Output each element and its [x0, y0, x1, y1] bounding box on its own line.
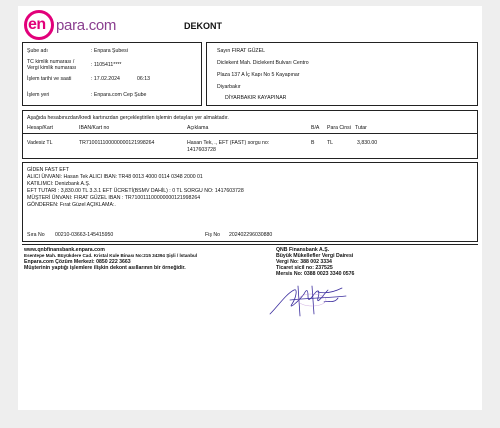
detail-line-5: MÜŞTERİ ÜNVANI: FIRAT GÜZEL IBAN : TR710011100000000121998264: [27, 195, 201, 201]
header-amount: Tutar: [355, 125, 367, 131]
detail-line-3: KATILIMCI: Denizbank A.Ş.: [27, 181, 91, 187]
footer-note: Müşterinin yaptığı işlemlere ilişkin dekont asıllarının bir örneğidir.: [24, 265, 186, 271]
address-line-3: Diyarbakır: [217, 84, 241, 90]
row-amount: 3,830.00: [357, 140, 378, 146]
date-value: : 17.02.2024: [91, 76, 120, 82]
header-ba: B/A: [311, 125, 320, 131]
time-value: 06:13: [137, 76, 150, 82]
transactions-intro: Aşağıda hesabınızdan/kredi kartınızdan gerçekleştirilen işlemin detayları yer almaktadır.: [27, 115, 229, 121]
header-account: Hesap/Kart: [27, 125, 53, 131]
details-box: [22, 162, 478, 242]
location-label: İşlem yeri: [27, 92, 50, 98]
bank-name: QNB Finansbank A.Ş.: [276, 247, 330, 253]
header-divider: [23, 133, 477, 134]
header-currency: Para Cinsi: [327, 125, 351, 131]
vkn-label: Vergi kimlik numarası: [27, 65, 77, 71]
row-currency: TL: [327, 140, 334, 146]
detail-line-2: ALICI ÜNVANI: Hasan Tek ALICI IBAN: TR48 0013 4000 0114 0348 2000 01: [27, 174, 203, 180]
row-iban: TR710011100000000121998264: [79, 140, 155, 146]
logo-rest-text: para.com: [56, 17, 117, 34]
customer-address-box: [206, 42, 478, 106]
datetime-label: İşlem tarihi ve saati: [27, 76, 72, 82]
transactions-box: [22, 110, 478, 159]
dekont-page: [18, 6, 482, 410]
sira-no-value: 00210-03663-145415950: [55, 232, 114, 238]
branch-label: Şube adı: [27, 48, 48, 54]
footer-support: Enpara.com Çözüm Merkezi: 0850 222 3663: [24, 259, 131, 265]
detail-line-1: GİDEN FAST EFT: [27, 167, 69, 173]
footer-address: Esentepe Mah. Büyükdere Cad. Kristal Kule Binası No:215 34394 Şişli / İstanbul: [24, 253, 198, 258]
location-value: : Enpara.com Cep Şube: [91, 92, 147, 98]
logo-en-text: en: [28, 16, 46, 33]
tax-office: Büyük Mükellefler Vergi Dairesi: [276, 253, 354, 259]
footer-website: www.qnbfinansbank.enpara.com: [24, 247, 105, 253]
address-line-1: Diclekent Mah. Diclekent Bulvarı Centro: [217, 60, 309, 66]
detail-line-4: EFT TUTARI : 3,830.00 TL 3.3.1 EFT ÜCRETİ(BSMV DAHİL) : 0 TL SORGU NO: 1417603728: [27, 188, 244, 194]
row-description-2: 1417603728: [187, 147, 216, 153]
account-info-box: [22, 42, 202, 106]
page-title: DEKONT: [184, 21, 222, 31]
header-description: Açıklama: [187, 125, 209, 131]
tax-number: Vergi No: 388 002 3334: [276, 259, 332, 265]
tckn-value: : 1105411****: [91, 62, 122, 68]
sira-no-label: Sıra No: [27, 232, 45, 238]
row-ba: B: [311, 140, 315, 146]
mersis-number: Mersis No: 0388 0023 3340 0576: [276, 271, 355, 277]
detail-line-6: GÖNDEREN: Fırat Güzel AÇIKLAMA:.: [27, 202, 116, 208]
signature-stamp: [268, 284, 358, 320]
address-line-2: Plaza 137 A İç Kapı No 5 Kayapınar: [217, 72, 300, 78]
tckn-label: TC kimlik numarası /: [27, 59, 75, 65]
trade-registry: Ticaret sicil no: 237525: [276, 265, 333, 271]
address-line-4: DİYARBAKIR KAYAPINAR: [225, 95, 287, 101]
fis-no-value: 202402296030880: [229, 232, 273, 238]
footer-divider: [22, 244, 478, 245]
row-account: Vadesiz TL: [27, 140, 53, 146]
customer-name: Sayın FIRAT GÜZEL: [217, 48, 265, 54]
fis-no-label: Fiş No: [205, 232, 220, 238]
header-iban: IBAN/Kart no: [79, 125, 110, 131]
branch-value: : Enpara Şubesi: [91, 48, 128, 54]
row-description-1: Hasan Tek, ., EFT (FAST) sorgu no:: [187, 140, 270, 146]
